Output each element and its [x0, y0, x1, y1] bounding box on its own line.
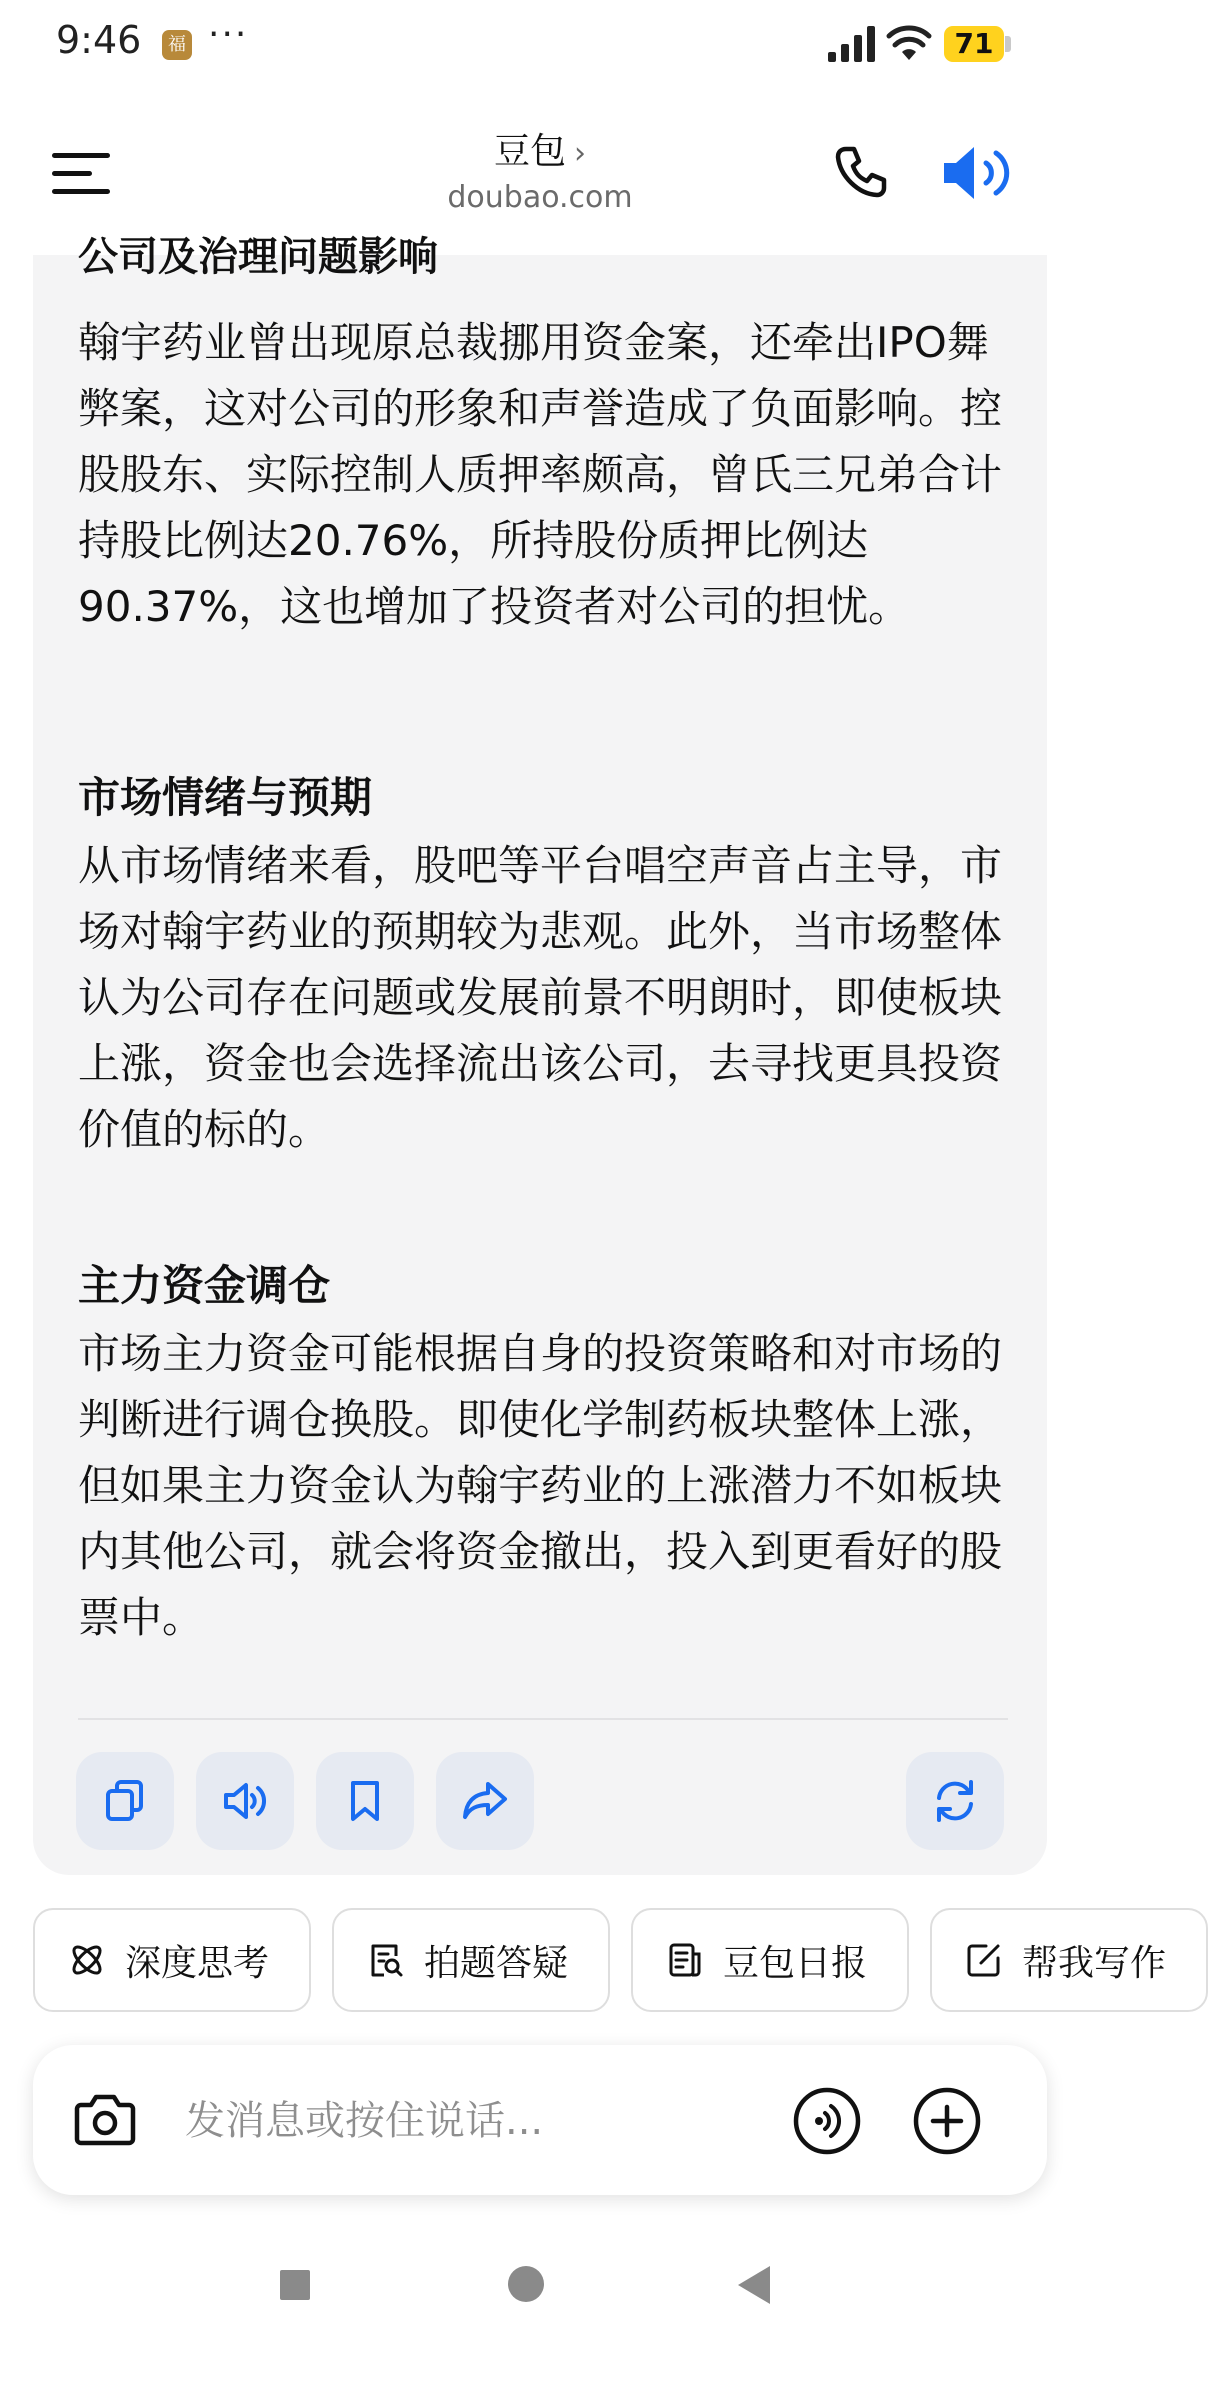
- atom-icon: [67, 1940, 107, 1980]
- regenerate-icon: [930, 1776, 980, 1826]
- bot-title[interactable]: [0, 123, 1080, 174]
- divider: [78, 1718, 1008, 1720]
- news-icon: [665, 1940, 705, 1980]
- system-nav-bar: [0, 2230, 1080, 2340]
- photo-question-icon: [366, 1940, 406, 1980]
- chevron-right-icon: ›: [574, 136, 586, 171]
- chip-photo-question[interactable]: [332, 1908, 610, 2012]
- chip-label: 深度思考: [125, 1942, 270, 1984]
- plus-icon[interactable]: [913, 2087, 981, 2155]
- bot-message-card: [33, 234, 1047, 1875]
- section-heading-clipped: 公司及治理问题影响: [78, 234, 438, 280]
- back-icon[interactable]: [738, 2266, 770, 2304]
- signal-icon: [826, 26, 878, 62]
- bot-domain: doubao.com: [447, 180, 633, 215]
- home-icon[interactable]: [508, 2266, 544, 2302]
- chip-deep-think[interactable]: [33, 1908, 311, 2012]
- share-button[interactable]: [436, 1752, 534, 1850]
- status-time: 9:46: [56, 18, 142, 62]
- copy-button[interactable]: [76, 1752, 174, 1850]
- chip-label: 帮我写作: [1022, 1942, 1167, 1984]
- message-input-bar: [33, 2045, 1047, 2195]
- battery-indicator: 71: [944, 26, 1004, 62]
- message-input[interactable]: [183, 2085, 787, 2157]
- bookmark-button[interactable]: [316, 1752, 414, 1850]
- chip-label: 拍题答疑: [424, 1942, 569, 1984]
- section-heading: 市场情绪与预期: [78, 773, 373, 822]
- chip-write[interactable]: [930, 1908, 1208, 2012]
- chip-daily-news[interactable]: [631, 1908, 909, 2012]
- edit-icon: [964, 1940, 1004, 1980]
- section-heading: 主力资金调仓: [78, 1261, 331, 1310]
- message-paragraph: 翰宇药业曾出现原总裁挪用资金案，还牵出IPO舞弊案，这对公司的形象和声誉造成了负面影响。控股股东、实际控制人质押率颇高，曾氏三兄弟合计持股比例达20.76%，所持股份质押比例达90.37%，这也增加了投资者对公司的担忧。: [78, 318, 1003, 631]
- message-paragraph: 市场主力资金可能根据自身的投资策略和对市场的判断进行调仓换股。即使化学制药板块整体上涨，但如果主力资金认为翰宇药业的上涨潜力不如板块内其他公司，就会将资金撤出，投入到更看好的股票中。: [78, 1329, 1003, 1642]
- battery-tip: [1005, 36, 1011, 52]
- more-notifications-icon: ···: [208, 14, 249, 55]
- chip-label: 豆包日报: [723, 1942, 868, 1984]
- voice-input-icon[interactable]: [793, 2087, 861, 2155]
- regenerate-button[interactable]: [906, 1752, 1004, 1850]
- quick-action-chips: [0, 1908, 1167, 2012]
- wifi-icon: [886, 24, 932, 62]
- message-paragraph: 从市场情绪来看，股吧等平台唱空声音占主导，市场对翰宇药业的预期较为悲观。此外，当市场整体认为公司存在问题或发展前景不明朗时，即使板块上涨，资金也会选择流出该公司，去寻找更具投资价值的标的。: [78, 841, 1003, 1154]
- app-badge-icon: 福: [162, 30, 192, 60]
- read-aloud-button[interactable]: [196, 1752, 294, 1850]
- camera-icon[interactable]: [73, 2089, 137, 2149]
- recents-icon[interactable]: [280, 2270, 310, 2300]
- read-aloud-icon: [220, 1776, 270, 1826]
- phone-icon[interactable]: [832, 143, 890, 201]
- bookmark-icon: [340, 1776, 390, 1826]
- bot-name: 豆包: [493, 131, 566, 172]
- speaker-icon[interactable]: [938, 141, 1024, 205]
- copy-icon: [100, 1776, 150, 1826]
- status-bar: [0, 0, 1080, 95]
- share-icon: [460, 1776, 510, 1826]
